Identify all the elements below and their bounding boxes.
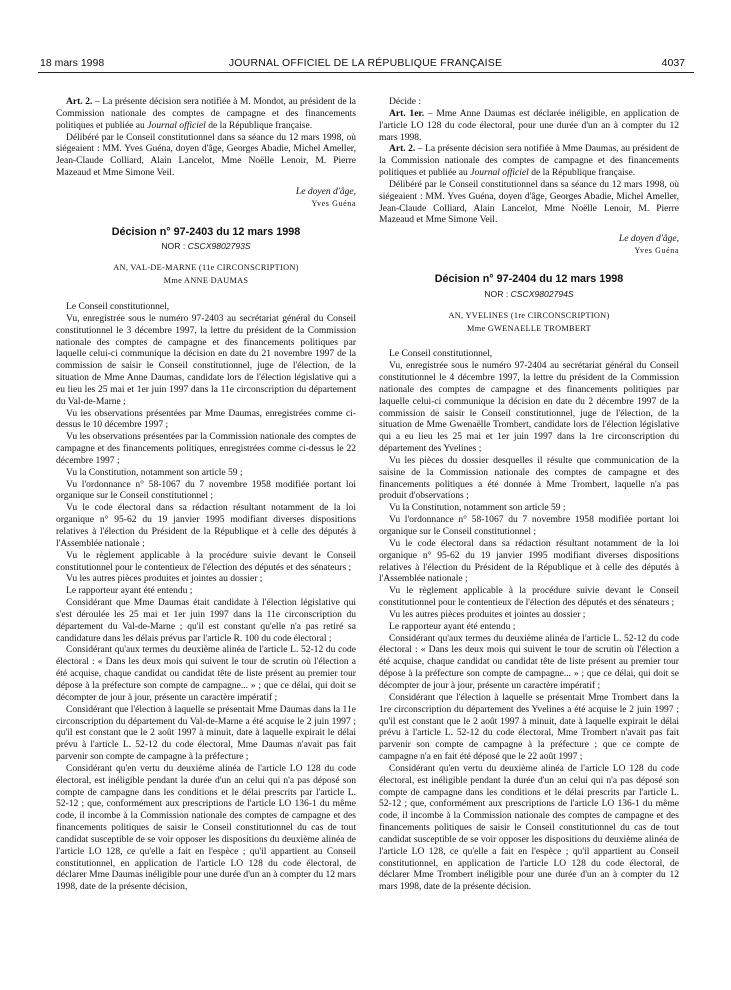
right-article-2 [379, 143, 679, 179]
left-sig-name: Yves Guéna [311, 198, 356, 208]
left-art2-jo: Journal officiel [147, 119, 206, 131]
left-paragraph: Vu le code électoral dans sa rédaction résultant notamment de la loi organique n° 95-62 du 19 janvier 1995 modifiant diverses dispositions relatives à l'élection du Président de la République et à celle des députés à l'Assemblée nationale ; [56, 502, 356, 549]
left-article-2 [56, 96, 356, 132]
right-paragraph: Vu le règlement applicable à la procédure suivie devant le Conseil constitutionnel pour le contentieux de l'élection des députés et des sénateurs ; [379, 585, 679, 609]
header-page-number: 4037 [661, 57, 685, 69]
right-paragraph: Vu les autres pièces produites et jointes au dossier ; [389, 608, 586, 620]
right-sig-title: Le doyen d'âge, [618, 233, 679, 245]
left-deliberation: Délibéré par le Conseil constitutionnel dans sa séance du 12 mars 1998, où siégeaient : MM. Yves Guéna, doyen d'âge, Georges Abadie, Michel Ameller, Jean-Claude Colliard, Alain Lancelot, Mme Noëlle Lenoir, M. Pierre Mazeaud et Mme Simone Veil. [56, 131, 356, 179]
nor-label: NOR : [484, 288, 511, 299]
left-paragraph: Le rapporteur ayant été entendu ; [66, 585, 193, 597]
right-art2-end: de la République française. [528, 167, 636, 179]
left-signature [56, 186, 356, 210]
right-art2-label: Art. 2. [389, 143, 416, 155]
decision-title-2403: Décision n° 97-2403 du 12 mars 1998 [111, 225, 301, 238]
left-paragraph: Considérant que Mme Daumas était candidate à l'élection législative qui s'est déroulée les 25 mai et 1er juin 1997 dans la 11e circonscription du département du Val-de-Marne ; qu'il est constant qu'elle n'a pas retiré sa candidature dans les délais prévus par l'article R. 100 du code électoral ; [56, 597, 356, 644]
right-art1-text: – Mme Anne Daumas est déclarée inéligible, en application de l'article LO 128 du code électoral, pour une durée d'un an à compter du 12 mars 1998. [379, 107, 680, 143]
header-rule [38, 72, 694, 73]
right-paragraph: Vu les pièces du dossier desquelles il résulte que communication de la saisine de la Commission nationale des comptes de campagne et des financements politiques a été donnée à Mme Trombert, laquelle n'a pas produit d'observations ; [379, 454, 679, 502]
left-art2-label: Art. 2. [66, 96, 93, 107]
right-paragraph: Vu le code électoral dans sa rédaction résultant notamment de la loi organique n° 95-62 du 19 janvier 1995 modifiant diverses dispositions relatives à l'élection du Président de la République et à celle des députés à l'Assemblée nationale ; [379, 537, 679, 585]
candidate-2404: Mme GWENAELLE TROMBERT [467, 323, 591, 333]
right-body [379, 348, 679, 893]
right-paragraph: Vu, enregistrée sous le numéro 97-2404 au secrétariat général du Conseil constitutionnel le 4 décembre 1997, la lettre du président de la Commission nationale des comptes de campagne et des financements politiques par laquelle celui-ci communique la décision en date du 2 décembre 1997 de la commission de saisir le Conseil constitutionnel, juge de l'élection, de la situation de Mme Gwenaëlle Trombert, candidate lors de l'élection législative qui a eu lieu les 25 mai et 1er juin 1997 dans la 1re circonscription du département des Yvelines ; [379, 360, 679, 455]
nor-line-2403 [56, 241, 356, 253]
left-paragraph: Considérant que l'élection à laquelle se présentait Mme Daumas dans la 11e circonscription du département du Val-de-Marne a été acquise le 2 juin 1997 ; qu'il est constant que le 2 août 1997 à minuit, date à laquelle expirait le délai prévu à l'article L. 52-12 du code électoral, Mme Daumas n'avait pas fait parvenir son compte de campagne à la préfecture ; [56, 703, 356, 763]
right-paragraph: Considérant qu'aux termes du deuxième alinéa de l'article L. 52-12 du code électoral : « Dans les deux mois qui suivent le tour de scrutin où l'élection a été acquise, chaque candidat ou candidat tête de liste présent au premier tour dépose à la préfecture son compte de campagne... » ; que ce délai, qui doit se décompter de jour à jour, présente un caractère impératif ; [379, 632, 679, 691]
header-journal-title: JOURNAL OFFICIEL DE LA RÉPUBLIQUE FRANÇAISE [228, 57, 503, 69]
right-paragraph: Vu l'ordonnance n° 58-1067 du 7 novembre 1958 modifiée portant loi organique sur le Conseil constitutionnel ; [379, 514, 679, 537]
left-paragraph: Vu la Constitution, notamment son article 59 ; [66, 466, 243, 478]
decision-title-2404: Décision n° 97-2404 du 12 mars 1998 [434, 272, 624, 285]
right-signature [379, 233, 679, 257]
right-paragraph: Le rapporteur ayant été entendu ; [389, 620, 516, 632]
left-paragraph: Considérant qu'en vertu du deuxième alinéa de l'article LO 128 du code électoral, est inéligible pendant la durée d'un an celui qui n'a pas déposé son compte de campagne dans les conditions et le délai prescrits par l'article L. 52-12 ; que, conformément aux prescriptions de l'article LO 136-1 du même code, il incombe à la Commission nationale des comptes de campagne et des financements politiques de saisir le Conseil constitutionnel du cas de tout candidat susceptible de se voir opposer les dispositions du deuxième alinéa de l'article LO 128, ce qu'elle a fait en l'espèce ; qu'il appartient au Conseil constitutionnel, en application de l'article LO 128 du code électoral, de déclarer Mme Daumas inéligible pour une durée d'un an à compter du 12 mars 1998, date de la présente décision, [56, 762, 356, 893]
left-paragraph: Vu le règlement applicable à la procédure suivie devant le Conseil constitutionnel pour le contentieux de l'élection des députés et des sénateurs ; [56, 549, 356, 573]
left-art2-text: – La présente décision sera notifiée à M. Mondot, au président de la Commission nationale des comptes de campagne et des financements politiques et publiée au [56, 96, 356, 131]
left-art2-end: de la République française. [205, 119, 313, 131]
left-paragraph: Vu les observations présentées par la Commission nationale des comptes de campagne et des financements politiques, enregistrées comme ci-dessus le 22 décembre 1997 ; [56, 431, 356, 466]
right-art2-jo: Journal officiel [470, 167, 529, 179]
left-paragraph: Le Conseil constitutionnel, [66, 300, 170, 312]
circonscription-2403: AN, VAL-DE-MARNE (11e CIRCONSCRIPTION) [113, 263, 299, 273]
right-column [379, 96, 679, 893]
left-paragraph: Considérant qu'aux termes du deuxième alinéa de l'article L. 52-12 du code électoral : « Dans les deux mois qui suivent le tour de scrutin où l'élection a été acquise, chaque candidat ou candidat tête de liste présent au premier tour dépose à la préfecture son compte de campagne... » ; que ce délai, qui doit se décompter de jour à jour, présente un caractère impératif ; [56, 644, 356, 703]
header-date: 18 mars 1998 [40, 57, 105, 69]
right-deliberation: Délibéré par le Conseil constitutionnel dans sa séance du 12 mars 1998, où siégeaient : MM. Yves Guéna, doyen d'âge, Georges Abadie, Michel Ameller, Jean-Claude Colliard, Alain Lancelot, Mme Noëlle Lenoir, M. Pierre Mazeaud et Mme Simone Veil. [379, 178, 679, 226]
right-paragraph: Le Conseil constitutionnel, [389, 348, 493, 360]
left-column [56, 96, 356, 893]
left-paragraph: Vu les autres pièces produites et jointes au dossier ; [66, 573, 263, 585]
right-art1-label: Art. 1er. [389, 107, 425, 119]
left-paragraph: Vu, enregistrée sous le numéro 97-2403 au secrétariat général du Conseil constitutionnel le 3 décembre 1997, la lettre du président de la Commission nationale des comptes de campagne et des financements politiques par laquelle celui-ci communique la décision en date du 21 novembre 1997 de la commission de saisir le Conseil constitutionnel, juge de l'élection, de la situation de Mme Anne Daumas, candidate lors de l'élection législative qui a eu lieu les 25 mai et 1er juin 1997 dans la 11e circonscription du département du Val-de-Marne ; [56, 312, 356, 407]
left-sig-title: Le doyen d'âge, [295, 185, 356, 197]
nor-label: NOR : [161, 241, 188, 252]
nor-line-2404 [379, 289, 679, 301]
nor-code: CSCX9802793S [187, 241, 251, 252]
left-paragraph: Vu l'ordonnance n° 58-1067 du 7 novembre 1958 modifiée portant loi organique sur le Conseil constitutionnel ; [56, 478, 356, 502]
candidate-2403: Mme ANNE DAUMAS [163, 276, 249, 286]
left-paragraph: Vu les observations présentées par Mme Daumas, enregistrées comme ci-dessus le 10 décembre 1997 ; [56, 407, 356, 431]
right-decide: Décide : [389, 96, 422, 107]
circonscription-2404: AN, YVELINES (1re CIRCONSCRIPTION) [448, 310, 610, 320]
right-art2-text: – La présente décision sera notifiée à Mme Daumas, au président de la Commission nationale des comptes de campagne et des financements politiques et publiée au [379, 143, 679, 179]
right-paragraph: Considérant qu'en vertu du deuxième alinéa de l'article LO 128 du code électoral, est inéligible pendant la durée d'un an celui qui n'a pas déposé son compte de campagne dans les conditions et le délai prescrits par l'article L. 52-12 ; que, conformément aux prescriptions de l'article LO 136-1 du même code, il incombe à la Commission nationale des comptes de campagne et des financements politiques de saisir le Conseil constitutionnel du cas de tout candidat susceptible de se voir opposer les dispositions du deuxième alinéa de l'article LO 128, ce qu'elle a fait en l'espèce ; qu'il appartient au Conseil constitutionnel, en application de l'article LO 128 du code électoral, de déclarer Mme Trombert inéligible pour une durée d'un an à compter du 12 mars 1998, date de la présente décision. [379, 762, 679, 893]
right-sig-name: Yves Guéna [634, 246, 679, 256]
page-header [0, 57, 731, 71]
right-paragraph: Considérant que l'élection à laquelle se présentait Mme Trombert dans la 1re circonscription du département des Yvelines a été acquise le 2 juin 1997 ; qu'il est constant que le 2 août 1997 à minuit, date à laquelle expirait le délai prévu à l'article L. 52-12 du code électoral, Mme Trombert n'avait pas fait parvenir son compte de campagne à la préfecture ; que ce compte de campagne n'a en fait été déposé que le 22 août 1997 ; [379, 691, 679, 763]
right-article-1 [379, 108, 679, 144]
right-paragraph: Vu la Constitution, notamment son article 59 ; [389, 502, 566, 514]
left-body [56, 301, 356, 893]
nor-code: CSCX9802794S [510, 288, 574, 299]
